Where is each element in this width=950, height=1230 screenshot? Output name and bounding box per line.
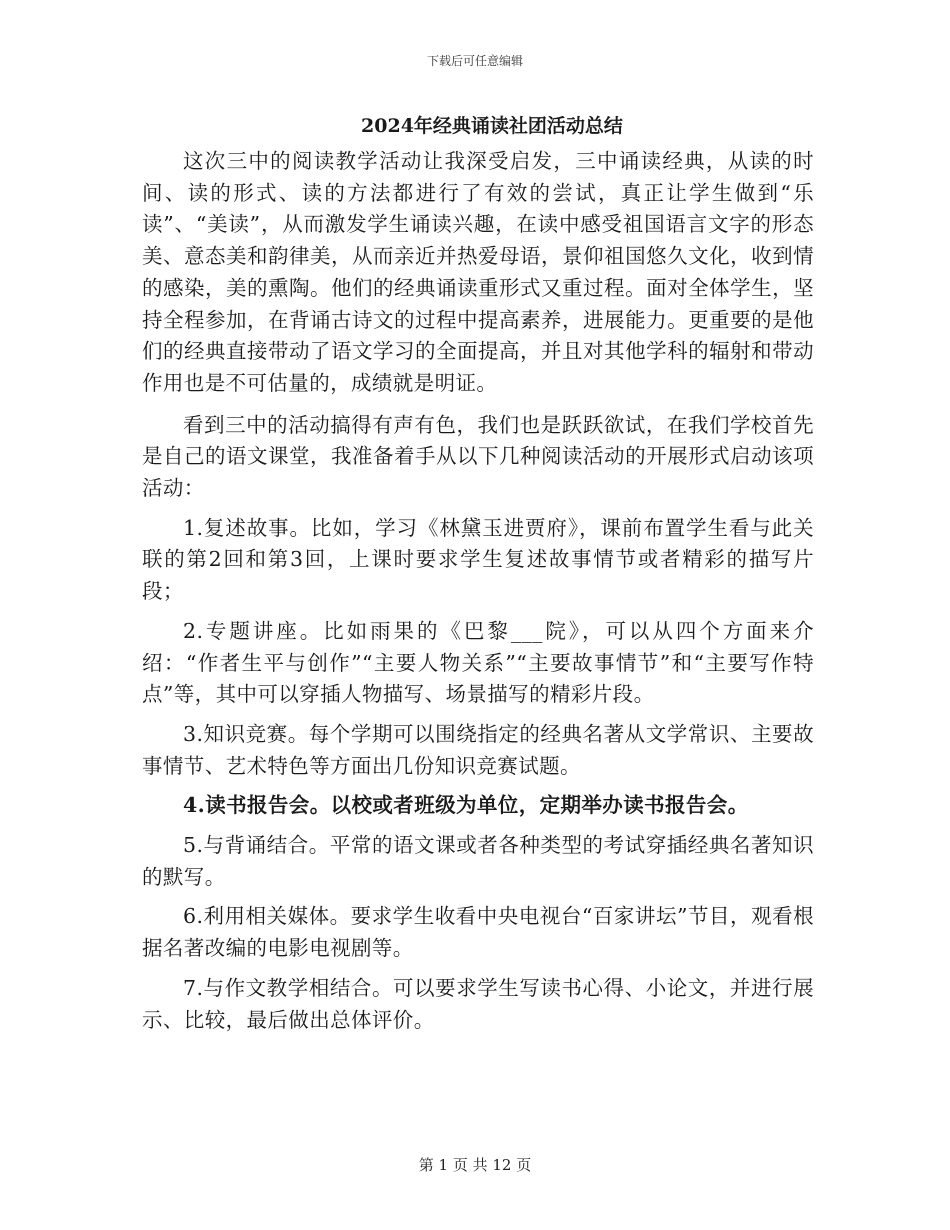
list-item-book-report: 4.读书报告会。以校或者班级为单位，定期举办读书报告会。 [183,793,749,818]
paragraph-plan: 看到三中的活动搞得有声有色，我们也是跃跃欲试，在我们学校首先是自己的语文课堂，我准备着手从以下几种阅读活动的开展形式启动该项活动： [142,412,814,501]
list-item-recitation: 5.与背诵结合。平常的语文课或者各种类型的考试穿插经典名著知识的默写。 [142,833,814,889]
list-item-quiz: 3.知识竞赛。每个学期可以围绕指定的经典名著从文学常识、主要故事情节、艺术特色等方面出几份知识竞赛试题。 [142,721,814,778]
document-title: 2024年经典诵读社团活动总结 [361,115,623,137]
list-item-media: 6.利用相关媒体。要求学生收看中央电视台“百家讲坛”节目，观看根据名著改编的电影电视剧等。 [142,904,814,961]
paragraph-intro: 这次三中的阅读教学活动让我深受启发，三中诵读经典，从读的时间、读的形式、读的方法都进行了有效的尝试，真正让学生做到“乐读”、“美读”，从而激发学生诵读兴趣，在读中感受祖国语言文字的形态美、意态美和韵律美，从而亲近并热爱母语，景仰祖国悠久文化，收到情的感染，美的熏陶。他们的经典诵读重形式又重过程。面对全体学生，坚持全程参加，在背诵古诗文的过程中提高素养，进展能力。更重要的是他们的经典直接带动了语文学习的全面提高，并且对其他学科的辐射和带动作用也是不可估量的，成绩就是明证。 [142,149,814,395]
header-note: 下载后可任意编辑 [426,54,523,68]
list-item-lecture: 2.专题讲座。比如雨果的《巴黎___院》，可以从四个方面来介绍：“作者生平与创作”“主要人物关系”“主要故事情节”和“主要写作特点”等，其中可以穿插人物描写、场景描写的精彩片段。 [142,618,814,707]
document-body [142,111,814,1044]
list-item-writing: 7.与作文教学相结合。可以要求学生写读书心得、小论文，并进行展示、比较，最后做出总体评价。 [142,975,814,1032]
list-item-retell-story: 1.复述故事。比如，学习《林黛玉进贾府》，课前布置学生看与此关联的第2回和第3回，上课时要求学生复述故事情节或者精彩的描写片段； [142,515,814,604]
page-number: 第 1 页 共 12 页 [418,1156,532,1174]
